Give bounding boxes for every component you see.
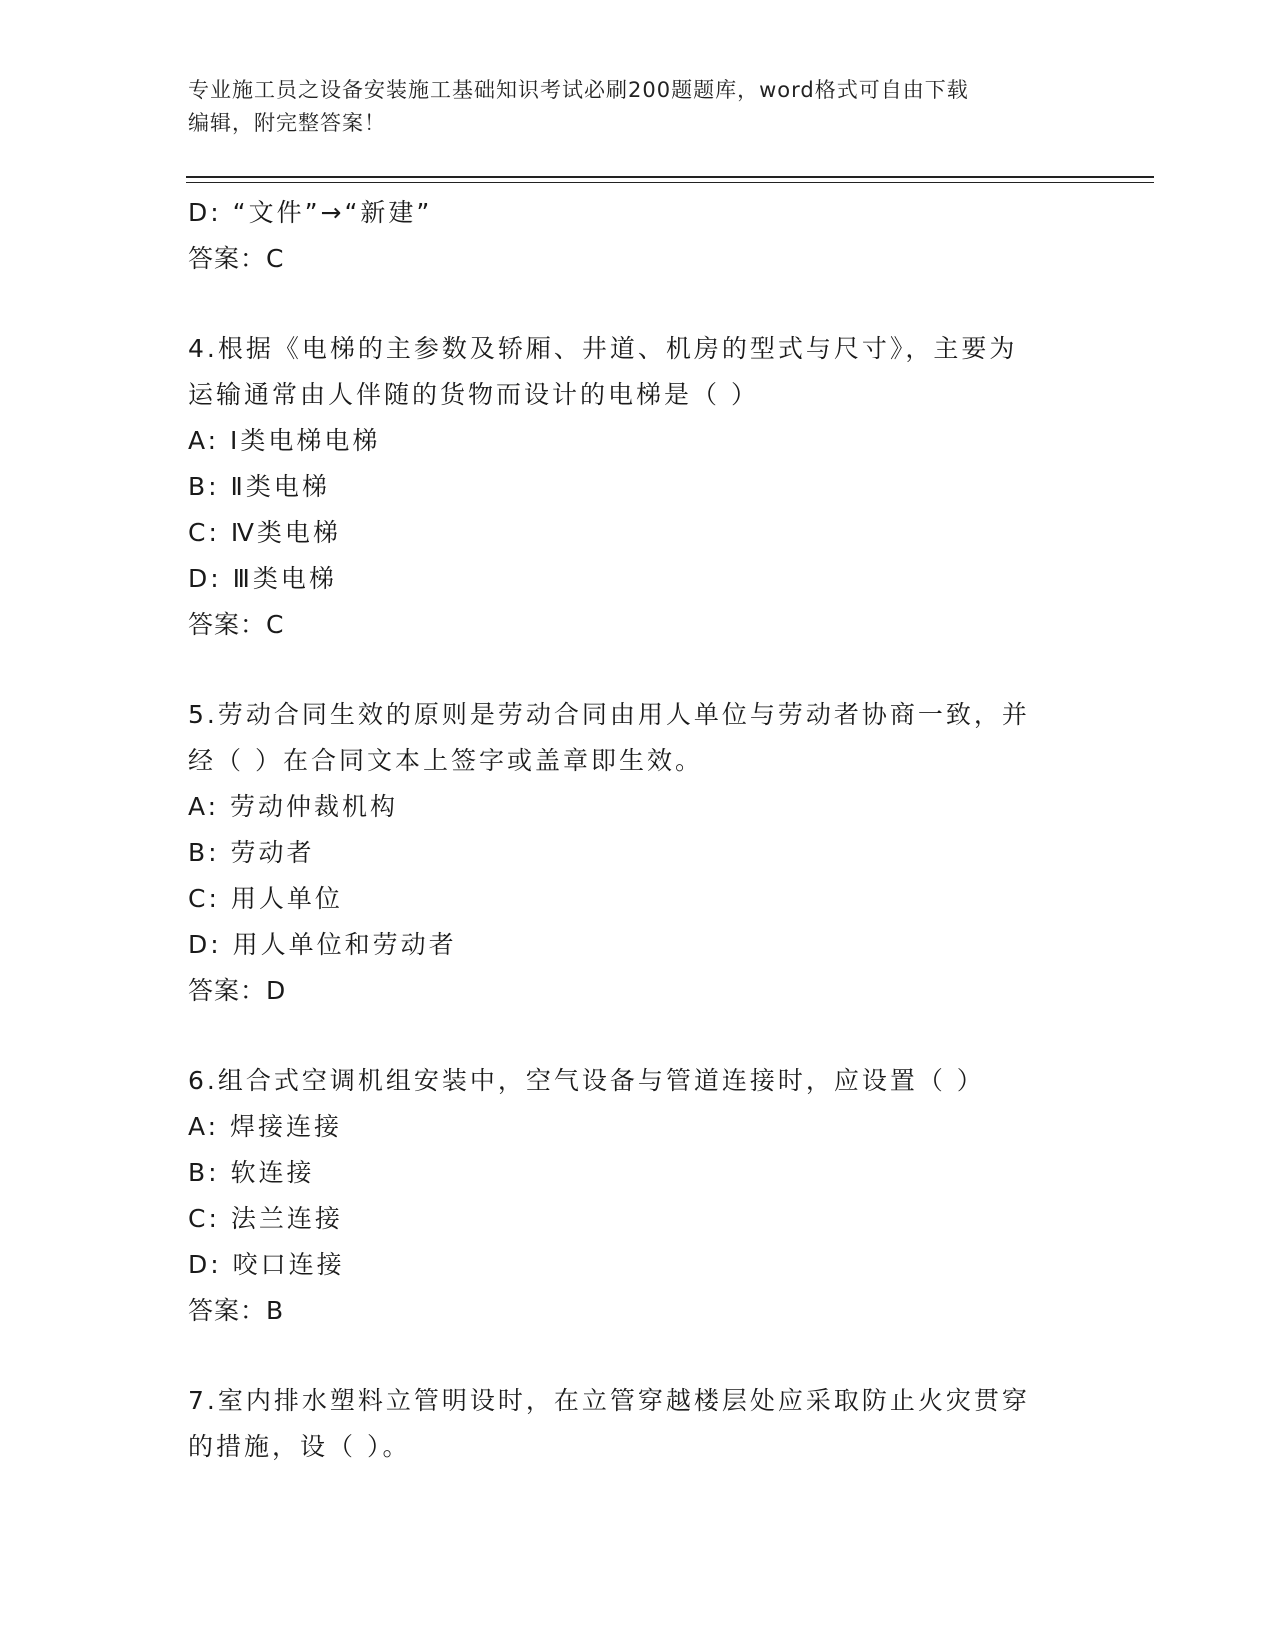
option-c: C: 用人单位 <box>188 884 343 913</box>
question-stem-line: 6.组合式空调机组安装中，空气设备与管道连接时，应设置（ ） <box>188 1066 985 1095</box>
question-stem-line: 7.室内排水塑料立管明设时，在立管穿越楼层处应采取防止火灾贯穿 <box>188 1386 1030 1415</box>
option-c: C: 法兰连接 <box>188 1204 343 1233</box>
spacer <box>188 282 1088 326</box>
option-a: A: 劳动仲裁机构 <box>188 792 399 821</box>
option-d: D: “文件”→“新建” <box>188 198 433 227</box>
option-a: A: Ⅰ类电梯电梯 <box>188 426 381 455</box>
header-line-2: 编辑，附完整答案！ <box>188 111 386 135</box>
question-6 <box>188 1058 1088 1334</box>
previous-question-tail <box>188 190 1088 282</box>
option-b: B: Ⅱ类电梯 <box>188 472 330 501</box>
option-d: D: 咬口连接 <box>188 1250 345 1279</box>
question-list <box>188 190 1088 1470</box>
spacer <box>188 1334 1088 1378</box>
spacer <box>188 648 1088 692</box>
option-b: B: 软连接 <box>188 1158 315 1187</box>
header-rule-thick <box>186 176 1154 178</box>
header-line-1: 专业施工员之设备安装施工基础知识考试必刷200题题库，word格式可自由下载 <box>188 78 969 102</box>
question-stem-line: 运输通常由人伴随的货物而设计的电梯是（ ） <box>188 380 759 409</box>
option-b: B: 劳动者 <box>188 838 315 867</box>
question-5 <box>188 692 1088 1014</box>
option-a: A: 焊接连接 <box>188 1112 343 1141</box>
spacer <box>188 1014 1088 1058</box>
option-c: C: Ⅳ类电梯 <box>188 518 341 547</box>
document-header <box>188 74 1088 140</box>
answer-line: 答案：C <box>188 244 285 273</box>
option-d: D: Ⅲ类电梯 <box>188 564 337 593</box>
option-d: D: 用人单位和劳动者 <box>188 930 457 959</box>
question-stem-line: 的措施，设（ ）。 <box>188 1432 411 1461</box>
answer-line: 答案：D <box>188 976 287 1005</box>
header-rule-thin <box>186 182 1154 183</box>
answer-line: 答案：B <box>188 1296 285 1325</box>
question-7 <box>188 1378 1088 1470</box>
question-stem-line: 4.根据《电梯的主参数及轿厢、井道、机房的型式与尺寸》，主要为 <box>188 334 1018 363</box>
question-4 <box>188 326 1088 648</box>
question-stem-line: 经（ ）在合同文本上签字或盖章即生效。 <box>188 746 703 775</box>
question-stem-line: 5.劳动合同生效的原则是劳动合同由用人单位与劳动者协商一致，并 <box>188 700 1030 729</box>
answer-line: 答案：C <box>188 610 285 639</box>
